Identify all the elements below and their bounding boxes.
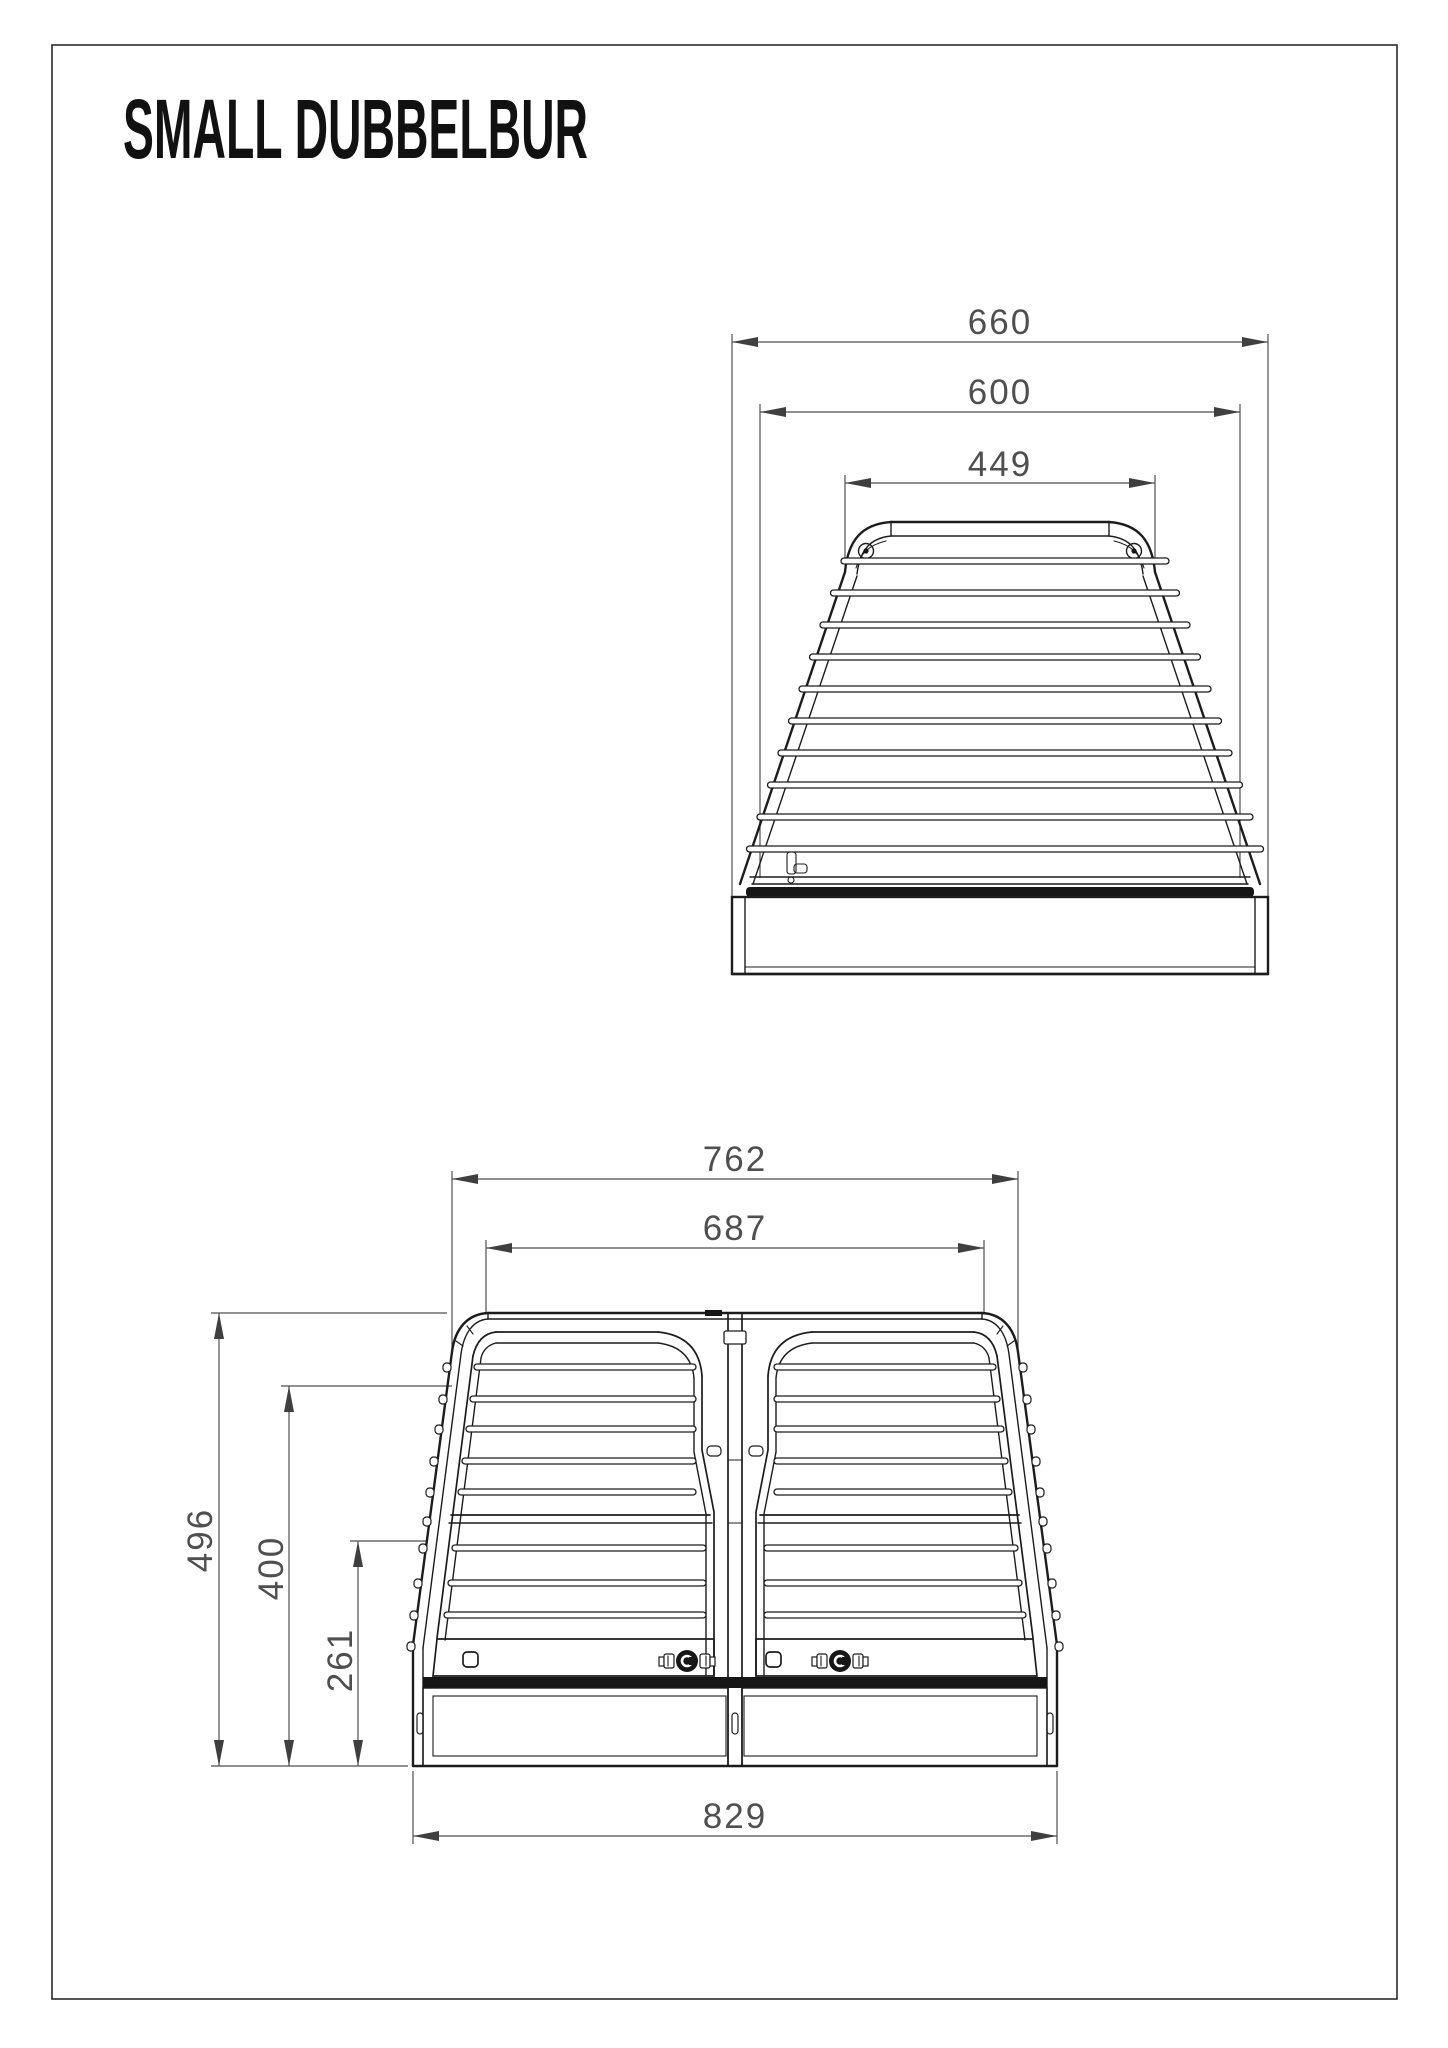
front-top-edge (488, 1310, 982, 1319)
side-latch-detail (787, 852, 807, 883)
door-hole-left (463, 1652, 478, 1667)
page-border (52, 45, 1397, 1999)
tray-slot (732, 1713, 738, 1734)
door-hole-right (766, 1652, 781, 1667)
hinge-mark (705, 1310, 722, 1316)
dim-value-762: 762 (702, 1140, 768, 1179)
dim-value-600: 600 (967, 373, 1033, 412)
side-top-rail (891, 522, 1109, 536)
drawer-right (742, 1688, 1047, 1766)
front-dimension-687 (486, 1209, 984, 1312)
front-frame-left (407, 1313, 488, 1766)
dim-value-261: 261 (321, 1627, 360, 1693)
front-dimension-829 (413, 1771, 1057, 1844)
door-left (433, 1332, 721, 1676)
dim-value-660: 660 (967, 303, 1033, 342)
front-frame-right (982, 1313, 1063, 1766)
side-base-tray (732, 897, 1268, 974)
dim-value-496: 496 (181, 1507, 220, 1573)
front-view (181, 1140, 1063, 1844)
tray-slot (417, 1713, 423, 1734)
side-frame-right (1109, 522, 1260, 884)
drawer-left (423, 1688, 728, 1766)
door-latch-right (812, 1650, 868, 1672)
page-title: SMALL DUBBELBUR (123, 82, 588, 176)
dim-value-687: 687 (702, 1209, 768, 1248)
side-frame-left (740, 522, 891, 884)
dim-value-449: 449 (967, 445, 1033, 484)
dim-value-829: 829 (702, 1797, 768, 1836)
front-dimension-496 (181, 1313, 447, 1766)
dim-value-400: 400 (252, 1535, 291, 1601)
side-view (732, 303, 1268, 974)
front-center-divider (724, 1313, 746, 1766)
side-bottom-rail (746, 877, 1254, 897)
side-dimension-449 (845, 445, 1155, 562)
door-hinge-pin (707, 1446, 721, 1456)
door-right (749, 1332, 1037, 1676)
